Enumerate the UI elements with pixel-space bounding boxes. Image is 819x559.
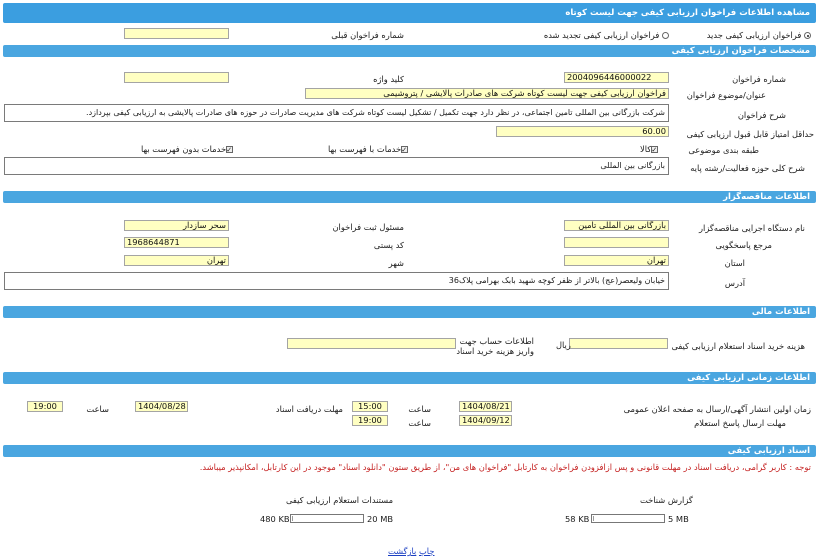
address-label: آدرس (724, 278, 745, 288)
publish-time-label: ساعت (408, 404, 431, 414)
doc2-max: 20 MB (367, 514, 394, 524)
category-services-nolist (141, 144, 233, 154)
description-label: شرح فراخوان (737, 110, 786, 120)
radio-new-call[interactable] (707, 30, 811, 40)
call-number-label: شماره فراخوان (732, 74, 786, 84)
section-header-specs: مشخصات فراخوان ارزیابی کیفی (3, 45, 816, 57)
prev-number-label: شماره فراخوان قبلی (331, 30, 404, 40)
min-score-label: حداقل امتیاز قابل قبول ارزیابی کیفی (686, 129, 814, 139)
activity-scope-box: بازرگانی بین المللی (4, 157, 669, 175)
back-link[interactable]: بازگشت (388, 546, 417, 556)
call-number-field: 2004096446000022 (564, 72, 669, 83)
keyword-field (124, 72, 229, 83)
response-time-label: ساعت (408, 418, 431, 428)
doc2-label: مستندات استعلام ارزیابی کیفی (286, 495, 394, 505)
category-services-list (328, 144, 408, 154)
checkbox-goods: ✓ (651, 146, 658, 154)
keyword-label: کلید واژه (373, 74, 404, 84)
section-header-time: اطلاعات زمانی ارزیابی کیفی (3, 372, 816, 384)
radio-new-label: فراخوان ارزیابی کیفی جدید (706, 30, 802, 40)
print-link[interactable]: چاپ (418, 546, 435, 556)
doc2-progress (290, 514, 364, 523)
category-goods-label: کالا (640, 144, 652, 154)
doc2-size: 480 KB (260, 514, 290, 524)
city-label: شهر (388, 258, 404, 268)
receive-time-label: ساعت (86, 404, 109, 414)
account-label-line1: اطلاعات حساب جهت (459, 336, 534, 346)
description-box: شرکت بازرگانی بین المللی تامین اجتماعی، در نظر دارد جهت تکمیل / تشکیل لیست کوتاه شرکت های مدیریت صادرات در حوزه های صادرات پالایشی به ارزیابی کیفی بپردازد. (4, 104, 669, 122)
activity-scope-label: شرح کلی حوزه فعالیت/رشته پایه (690, 163, 805, 173)
province-label: استان (724, 258, 745, 268)
response-time-field: 19:00 (352, 415, 388, 426)
checkbox-services-nolist: ✓ (226, 146, 233, 154)
category-goods (640, 144, 658, 154)
section-header-tender: اطلاعات مناقصه‌گزار (3, 191, 816, 203)
radio-renewed-indicator[interactable] (662, 32, 669, 39)
org-name-label: نام دستگاه اجرایی مناقصه‌گزار (699, 223, 805, 233)
subject-field: فراخوان ارزیابی کیفی جهت لیست کوتاه شرکت های صادرات پالایشی / پتروشیمی (305, 88, 669, 99)
registrar-label: مسئول ثبت فراخوان (332, 222, 404, 232)
publish-date-label: زمان اولین انتشار آگهی/ارسال به صفحه اعلان عمومی (623, 404, 811, 414)
page-title: مشاهده اطلاعات فراخوان ارزیابی کیفی جهت لیست کوتاه (565, 8, 810, 18)
reference-label: مرجع پاسخگویی (715, 240, 772, 250)
doc1-max: 5 MB (668, 514, 689, 524)
postal-code-field: 1968644871 (124, 237, 229, 248)
account-field (287, 338, 456, 349)
account-label-line2: واریز هزینه خرید اسناد (456, 346, 534, 356)
response-deadline-label: مهلت ارسال پاسخ استعلام (694, 418, 786, 428)
reference-field (564, 237, 669, 248)
receive-deadline-label: مهلت دریافت اسناد (275, 404, 343, 414)
radio-new-indicator[interactable] (804, 32, 811, 39)
city-field: تهران (124, 255, 229, 266)
postal-code-label: کد پستی (373, 240, 404, 250)
category-services-list-label: خدمات با فهرست بها (328, 144, 402, 154)
min-score-field: 60.00 (496, 126, 669, 137)
receive-date-field: 1404/08/28 (135, 401, 188, 412)
category-label: طبقه بندی موضوعی (688, 145, 759, 155)
doc-fee-label: هزینه خرید اسناد استعلام ارزیابی کیفی (671, 341, 805, 351)
subject-label: عنوان/موضوع فراخوان (686, 90, 766, 100)
doc1-label: گزارش شناخت (640, 495, 693, 505)
publish-time-field: 15:00 (352, 401, 388, 412)
footer-links (388, 546, 434, 556)
prev-number-field (124, 28, 229, 39)
doc-fee-field (569, 338, 668, 349)
radio-renewed-label: فراخوان ارزیابی کیفی تجدید شده (543, 30, 660, 40)
category-services-nolist-label: خدمات بدون فهرست بها (141, 144, 227, 154)
section-header-docs: اسناد ارزیابی کیفی (3, 445, 816, 457)
doc1-progress-fill (593, 516, 594, 521)
registrar-field: سحر سازدار (124, 220, 229, 231)
doc2-progress-fill (292, 516, 293, 521)
doc1-size: 58 KB (565, 514, 590, 524)
address-box: خیابان ولیعصر(عج) بالاتر از ظفر کوچه شهید بابک بهرامی پلاک36 (4, 272, 669, 290)
receive-time-field: 19:00 (27, 401, 63, 412)
docs-notice: توجه : کاربر گرامی، دریافت اسناد در مهلت قانونی و پس ازافزودن فراخوان به کارتابل "فراخوان های من"، از طریق ستون "دانلود اسناد" موجود در این کارتابل، امکانپذیر میباشد. (199, 462, 811, 472)
publish-date-field: 1404/08/21 (459, 401, 512, 412)
radio-renewed-call[interactable] (544, 30, 669, 40)
doc1-progress (591, 514, 665, 523)
page-header (3, 3, 816, 23)
response-date-field: 1404/09/12 (459, 415, 512, 426)
province-field: تهران (564, 255, 669, 266)
checkbox-services-list: ✓ (401, 146, 408, 154)
section-header-finance: اطلاعات مالی (3, 306, 816, 318)
org-name-field: بازرگانی بین المللی تامین (564, 220, 669, 231)
currency-label: ریال (556, 340, 571, 350)
